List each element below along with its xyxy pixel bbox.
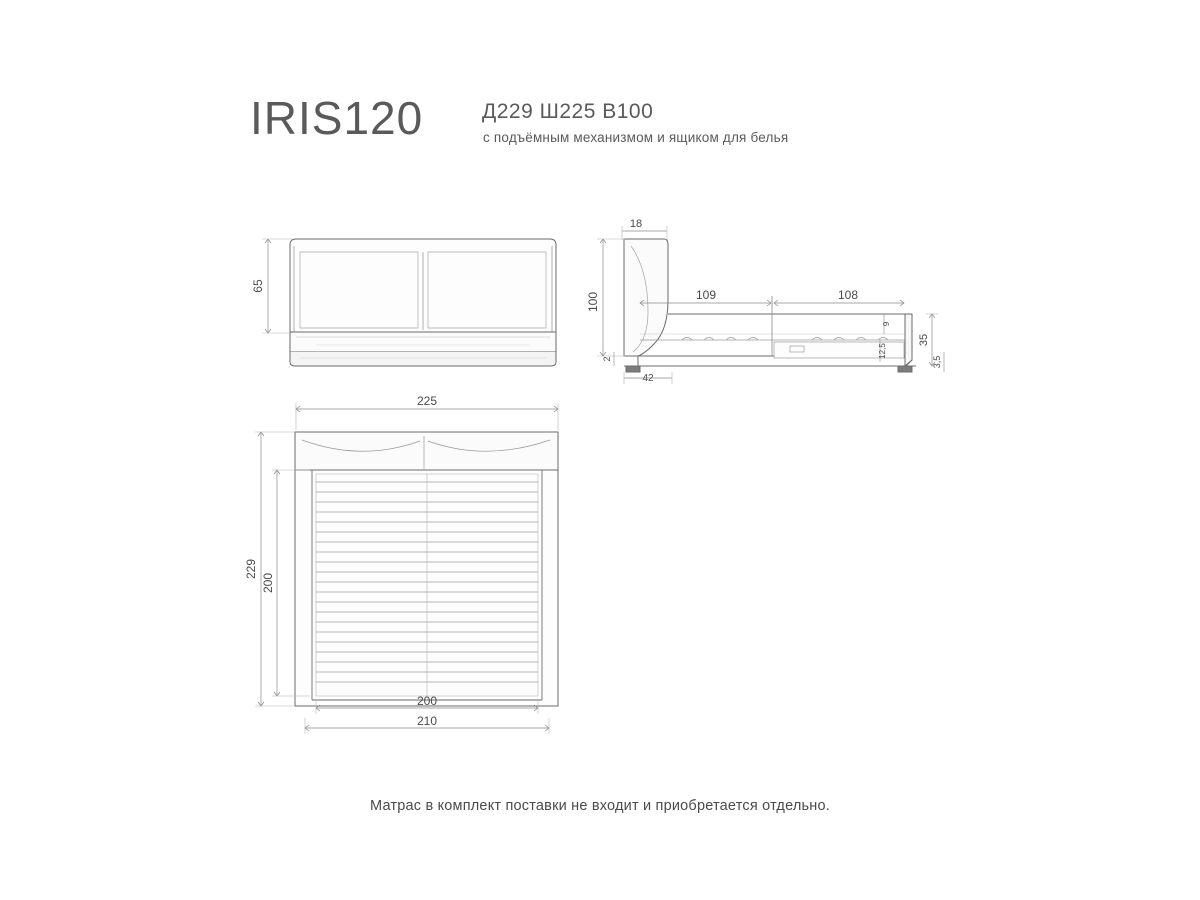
dim-headboard-base-depth-label: 42 [642,373,654,384]
dim-front-height-label: 65 [251,279,265,293]
dim-slat-section-a-label: 109 [695,288,717,302]
dim-front-height [262,239,292,333]
dim-base-clearance-label: 9 [882,321,891,327]
dim-total-height [597,239,625,356]
overall-dimensions-label: Д229 Ш225 В100 [482,100,654,123]
product-subtitle: с подъёмным механизмом и ящиком для белья [483,130,789,145]
dim-total-height-label: 100 [586,291,600,313]
dim-overall-length-label: 229 [244,558,258,580]
dim-floor-gap-label: 2 [602,356,612,362]
dim-mattress-length-label: 200 [261,572,275,594]
dim-leg-height-label: 3,5 [932,355,942,369]
dim-overall-width-label: 225 [416,394,438,408]
dim-headboard-top-width-label: 18 [629,218,643,230]
front-elevation-view [290,239,556,366]
page-title: IRIS120 [250,92,424,144]
footer-note: Матрас в комплект поставки не входит и приобретается отдельно. [370,798,830,814]
dim-headboard-top-width [622,226,667,240]
dim-inner-frame-width-label: 210 [416,714,438,728]
top-plan-view [295,432,558,706]
dim-slat-section-b-label: 108 [837,288,859,302]
side-elevation-view [624,239,916,372]
dim-mattress-width-label: 200 [416,694,438,708]
dim-drawer-height-label: 12,5 [878,343,887,359]
dim-foot-height-label: 35 [918,333,930,347]
